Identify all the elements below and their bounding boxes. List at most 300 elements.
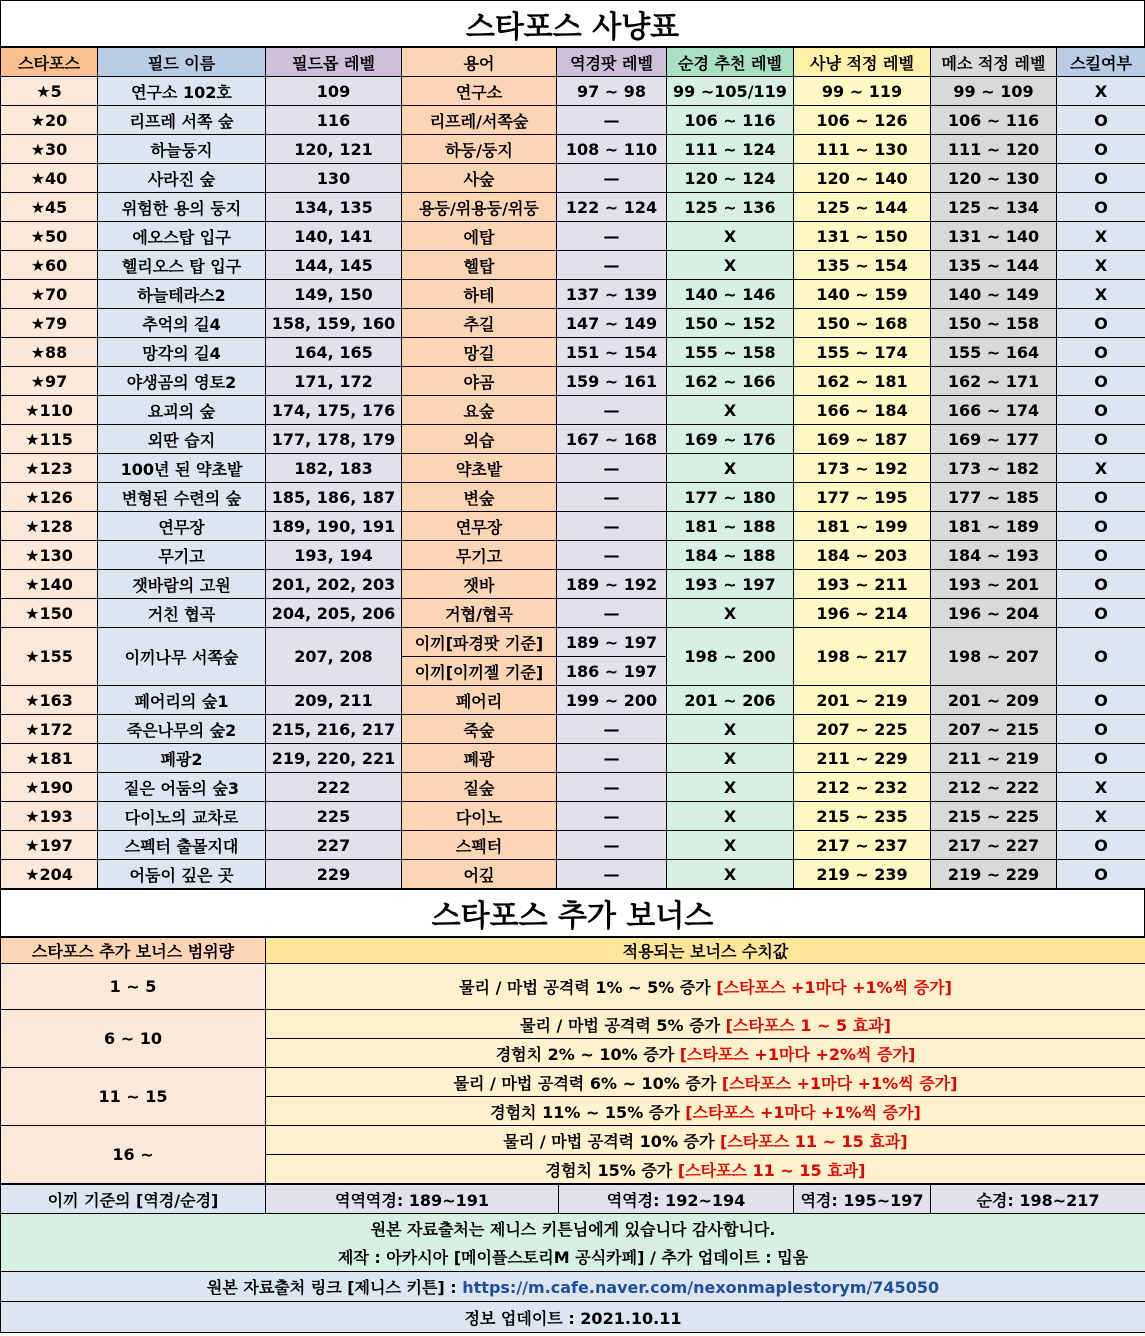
cell-hunt-level: 125 ~ 144 — [794, 193, 931, 222]
page-title: 스타포스 사냥표 — [0, 0, 1145, 47]
cell-skill: O — [1057, 164, 1145, 193]
cell-mob-level: 207, 208 — [266, 628, 402, 686]
moss-value-3: 역경: 195~197 — [794, 1185, 931, 1214]
cell-mob-level: 193, 194 — [266, 541, 402, 570]
bonus-text: 물리 / 마법 공격력 1% ~ 5% 증가 — [459, 978, 717, 997]
cell-field-name: 에오스탑 입구 — [98, 222, 266, 251]
cell-pure-level: 111 ~ 124 — [667, 135, 794, 164]
cell-term: 변숲 — [402, 483, 557, 512]
bonus-value — [266, 964, 1145, 1010]
cell-skill: O — [1057, 570, 1145, 599]
cell-mob-level: 149, 150 — [266, 280, 402, 309]
credit-line-2: 제작 : 아카시아 [메이플스토리M 공식카페] / 추가 업데이트 : 밉움 — [1, 1243, 1145, 1272]
cell-meso-level: 155 ~ 164 — [931, 338, 1057, 367]
table-row — [1, 280, 1145, 309]
cell-mob-level: 130 — [266, 164, 402, 193]
cell-meso-level: 140 ~ 149 — [931, 280, 1057, 309]
cell-field-name: 100년 된 약초밭 — [98, 454, 266, 483]
cell-starforce: ★197 — [1, 831, 98, 860]
cell-term: 연구소 — [402, 77, 557, 106]
bonus-text: 경험치 11% ~ 15% 증가 — [490, 1102, 686, 1122]
cell-starforce: ★204 — [1, 860, 98, 889]
cell-field-name: 이끼나무 서쪽숲 — [98, 628, 266, 686]
cell-mob-level: 174, 175, 176 — [266, 396, 402, 425]
cell-rev-level: — — [557, 831, 667, 860]
cell-mob-level: 189, 190, 191 — [266, 512, 402, 541]
cell-starforce: ★20 — [1, 106, 98, 135]
table-row — [1, 744, 1145, 773]
cell-hunt-level: 207 ~ 225 — [794, 715, 931, 744]
bonus-note: [스타포스 +1마다 +1%씩 증가] — [721, 1073, 958, 1093]
cell-hunt-level: 150 ~ 168 — [794, 309, 931, 338]
cell-mob-level: 215, 216, 217 — [266, 715, 402, 744]
cell-pure-level: 155 ~ 158 — [667, 338, 794, 367]
cell-meso-level: 125 ~ 134 — [931, 193, 1057, 222]
cell-meso-level: 193 ~ 201 — [931, 570, 1057, 599]
cell-hunt-level: 111 ~ 130 — [794, 135, 931, 164]
cell-hunt-level: 201 ~ 219 — [794, 686, 931, 715]
cell-pure-level: X — [667, 773, 794, 802]
cell-field-name: 짙은 어둠의 숲3 — [98, 773, 266, 802]
cell-meso-level: 219 ~ 229 — [931, 860, 1057, 889]
cell-mob-level: 171, 172 — [266, 367, 402, 396]
cell-rev-level: 97 ~ 98 — [557, 77, 667, 106]
cell-meso-level: 173 ~ 182 — [931, 454, 1057, 483]
cell-hunt-level: 198 ~ 217 — [794, 628, 931, 686]
cell-term: 연무장 — [402, 512, 557, 541]
cell-mob-level: 120, 121 — [266, 135, 402, 164]
cell-skill: O — [1057, 483, 1145, 512]
table-row — [1, 251, 1145, 280]
cell-field-name: 위험한 용의 둥지 — [98, 193, 266, 222]
bonus-note: [스타포스 +1마다 +1%씩 증가] — [716, 978, 952, 997]
cell-field-name: 스펙터 출몰지대 — [98, 831, 266, 860]
cell-starforce: ★172 — [1, 715, 98, 744]
bonus-text: 물리 / 마법 공격력 10% 증가 — [503, 1131, 721, 1151]
cell-skill: O — [1057, 309, 1145, 338]
cell-rev-level: — — [557, 222, 667, 251]
cell-skill: O — [1057, 860, 1145, 889]
cell-meso-level: 162 ~ 171 — [931, 367, 1057, 396]
cell-field-name: 리프레 서쪽 숲 — [98, 106, 266, 135]
cell-field-name: 사라진 숲 — [98, 164, 266, 193]
cell-pure-level: X — [667, 599, 794, 628]
cell-term: 용둥/위용둥/위둥 — [402, 193, 557, 222]
cell-hunt-level: 212 ~ 232 — [794, 773, 931, 802]
header-hunt-level: 사냥 적정 레벨 — [794, 48, 931, 77]
cell-skill: O — [1057, 541, 1145, 570]
cell-field-name: 연구소 102호 — [98, 77, 266, 106]
cell-skill: O — [1057, 686, 1145, 715]
cell-term: 이끼[파경팟 기준] — [402, 628, 557, 657]
cell-term: 추길 — [402, 309, 557, 338]
cell-field-name: 거친 협곡 — [98, 599, 266, 628]
cell-rev-level: 189 ~ 192 — [557, 570, 667, 599]
table-row — [1, 802, 1145, 831]
cell-hunt-level: 177 ~ 195 — [794, 483, 931, 512]
table-row — [1, 686, 1145, 715]
cell-mob-level: 158, 159, 160 — [266, 309, 402, 338]
bonus-row — [1, 1126, 1145, 1155]
cell-field-name: 헬리오스 탑 입구 — [98, 251, 266, 280]
table-row — [1, 106, 1145, 135]
cell-meso-level: 106 ~ 116 — [931, 106, 1057, 135]
cell-term: 다이노 — [402, 802, 557, 831]
cell-term: 폐광 — [402, 744, 557, 773]
cell-term: 에탑 — [402, 222, 557, 251]
cell-pure-level: 125 ~ 136 — [667, 193, 794, 222]
cell-field-name: 추억의 길4 — [98, 309, 266, 338]
bonus-note: [스타포스 11 ~ 15 효과] — [720, 1131, 908, 1151]
header-meso-level: 메소 적정 레벨 — [931, 48, 1057, 77]
cell-rev-level: 137 ~ 139 — [557, 280, 667, 309]
cell-starforce: ★30 — [1, 135, 98, 164]
moss-value-2: 역역경: 192~194 — [559, 1185, 794, 1214]
cell-mob-level: 229 — [266, 860, 402, 889]
cell-pure-level: 193 ~ 197 — [667, 570, 794, 599]
cell-hunt-level: 169 ~ 187 — [794, 425, 931, 454]
bonus-text: 물리 / 마법 공격력 6% ~ 10% 증가 — [453, 1073, 722, 1093]
table-row — [1, 541, 1145, 570]
header-mob-level: 필드몹 레벨 — [266, 48, 402, 77]
cell-rev-level: 147 ~ 149 — [557, 309, 667, 338]
cell-rev-level: — — [557, 396, 667, 425]
bonus-row — [1, 1010, 1145, 1039]
cell-pure-level: 201 ~ 206 — [667, 686, 794, 715]
cell-mob-level: 227 — [266, 831, 402, 860]
cell-pure-level: 140 ~ 146 — [667, 280, 794, 309]
cell-meso-level: 135 ~ 144 — [931, 251, 1057, 280]
bonus-range: 16 ~ — [1, 1126, 266, 1184]
cell-field-name: 다이노의 교차로 — [98, 802, 266, 831]
table-row — [1, 77, 1145, 106]
bonus-header-range: 스타포스 추가 보너스 범위량 — [1, 938, 266, 964]
cell-skill: O — [1057, 599, 1145, 628]
cell-starforce: ★79 — [1, 309, 98, 338]
cell-rev-level: 151 ~ 154 — [557, 338, 667, 367]
cell-term: 어깊 — [402, 860, 557, 889]
moss-value-1: 역역역경: 189~191 — [266, 1185, 559, 1214]
cell-skill: X — [1057, 251, 1145, 280]
cell-field-name: 페어리의 숲1 — [98, 686, 266, 715]
cell-mob-level: 182, 183 — [266, 454, 402, 483]
header-term: 용어 — [402, 48, 557, 77]
cell-term: 요숲 — [402, 396, 557, 425]
cell-field-name: 변형된 수련의 숲 — [98, 483, 266, 512]
cell-hunt-level: 155 ~ 174 — [794, 338, 931, 367]
cell-rev-level: — — [557, 744, 667, 773]
cell-starforce: ★150 — [1, 599, 98, 628]
cell-hunt-level: 120 ~ 140 — [794, 164, 931, 193]
table-row — [1, 860, 1145, 889]
cell-term: 이끼[이끼젤 기준] — [402, 657, 557, 686]
cell-meso-level: 150 ~ 158 — [931, 309, 1057, 338]
cell-pure-level: X — [667, 222, 794, 251]
cell-hunt-level: 219 ~ 239 — [794, 860, 931, 889]
cell-meso-level: 177 ~ 185 — [931, 483, 1057, 512]
header-rev-level: 역경팟 레벨 — [557, 48, 667, 77]
cell-mob-level: 209, 211 — [266, 686, 402, 715]
cell-pure-level: 99 ~105/119 — [667, 77, 794, 106]
cell-hunt-level: 196 ~ 214 — [794, 599, 931, 628]
cell-starforce: ★193 — [1, 802, 98, 831]
cell-field-name: 외딴 습지 — [98, 425, 266, 454]
cell-hunt-level: 162 ~ 181 — [794, 367, 931, 396]
cell-pure-level: X — [667, 802, 794, 831]
cell-starforce: ★130 — [1, 541, 98, 570]
cell-pure-level: X — [667, 860, 794, 889]
cell-skill: O — [1057, 193, 1145, 222]
cell-term: 거협/협곡 — [402, 599, 557, 628]
cell-rev-level: 189 ~ 197 — [557, 628, 667, 657]
bonus-text: 경험치 2% ~ 10% 증가 — [495, 1044, 680, 1064]
cell-term: 짙숲 — [402, 773, 557, 802]
cell-meso-level: 181 ~ 189 — [931, 512, 1057, 541]
cell-rev-level: 167 ~ 168 — [557, 425, 667, 454]
cell-meso-level: 217 ~ 227 — [931, 831, 1057, 860]
cell-starforce: ★126 — [1, 483, 98, 512]
bonus-note: [스타포스 +1마다 +1%씩 증가] — [685, 1102, 921, 1122]
cell-meso-level: 215 ~ 225 — [931, 802, 1057, 831]
cell-rev-level: — — [557, 512, 667, 541]
cell-pure-level: 106 ~ 116 — [667, 106, 794, 135]
cell-meso-level: 201 ~ 209 — [931, 686, 1057, 715]
header-field-name: 필드 이름 — [98, 48, 266, 77]
header-skill: 스킬여부 — [1057, 48, 1145, 77]
cell-pure-level: X — [667, 396, 794, 425]
bonus-value — [266, 1068, 1145, 1097]
cell-field-name: 야생곰의 영토2 — [98, 367, 266, 396]
moss-value-4: 순경: 198~217 — [931, 1185, 1145, 1214]
cell-rev-level: — — [557, 715, 667, 744]
cell-meso-level: 111 ~ 120 — [931, 135, 1057, 164]
cell-starforce: ★190 — [1, 773, 98, 802]
cell-meso-level: 211 ~ 219 — [931, 744, 1057, 773]
table-row — [1, 831, 1145, 860]
cell-pure-level: 181 ~ 188 — [667, 512, 794, 541]
cell-mob-level: 109 — [266, 77, 402, 106]
table-row — [1, 309, 1145, 338]
cell-skill: X — [1057, 77, 1145, 106]
bonus-value — [266, 1010, 1145, 1039]
cell-field-name: 죽은나무의 숲2 — [98, 715, 266, 744]
table-row — [1, 773, 1145, 802]
table-row — [1, 193, 1145, 222]
bonus-value — [266, 1126, 1145, 1155]
cell-field-name: 어둠이 깊은 곳 — [98, 860, 266, 889]
cell-term: 하테 — [402, 280, 557, 309]
cell-skill: O — [1057, 425, 1145, 454]
cell-skill: X — [1057, 280, 1145, 309]
cell-meso-level: 166 ~ 174 — [931, 396, 1057, 425]
cell-pure-level: X — [667, 744, 794, 773]
cell-hunt-level: 211 ~ 229 — [794, 744, 931, 773]
source-link-label: 원본 자료출처 링크 [제니스 키튼] : — [206, 1278, 463, 1297]
source-link[interactable]: https://m.cafe.naver.com/nexonmaplestorym/745050 — [462, 1278, 940, 1297]
table-row — [1, 135, 1145, 164]
cell-meso-level: 120 ~ 130 — [931, 164, 1057, 193]
cell-rev-level: 159 ~ 161 — [557, 367, 667, 396]
cell-hunt-level: 184 ~ 203 — [794, 541, 931, 570]
cell-mob-level: 201, 202, 203 — [266, 570, 402, 599]
bonus-note: [스타포스 +1마다 +2%씩 증가] — [679, 1044, 916, 1064]
bonus-range: 6 ~ 10 — [1, 1010, 266, 1068]
cell-starforce: ★60 — [1, 251, 98, 280]
cell-term: 리프레/서쪽숲 — [402, 106, 557, 135]
cell-rev-level: — — [557, 860, 667, 889]
cell-starforce: ★163 — [1, 686, 98, 715]
cell-pure-level: X — [667, 831, 794, 860]
cell-skill: X — [1057, 773, 1145, 802]
cell-pure-level: X — [667, 454, 794, 483]
cell-rev-level: 122 ~ 124 — [557, 193, 667, 222]
table-row — [1, 570, 1145, 599]
cell-starforce: ★155 — [1, 628, 98, 686]
cell-field-name: 하늘둥지 — [98, 135, 266, 164]
bonus-text: 경험치 15% 증가 — [545, 1160, 678, 1180]
cell-skill: O — [1057, 106, 1145, 135]
cell-field-name: 요괴의 숲 — [98, 396, 266, 425]
header-starforce: 스타포스 — [1, 48, 98, 77]
cell-starforce: ★5 — [1, 77, 98, 106]
bonus-value — [266, 1097, 1145, 1126]
cell-pure-level: 177 ~ 180 — [667, 483, 794, 512]
cell-skill: X — [1057, 454, 1145, 483]
bonus-row — [1, 1068, 1145, 1097]
cell-mob-level: 219, 220, 221 — [266, 744, 402, 773]
table-row — [1, 338, 1145, 367]
cell-rev-level: 186 ~ 197 — [557, 657, 667, 686]
cell-rev-level: — — [557, 106, 667, 135]
cell-starforce: ★88 — [1, 338, 98, 367]
table-row — [1, 454, 1145, 483]
bonus-range: 11 ~ 15 — [1, 1068, 266, 1126]
cell-hunt-level: 99 ~ 119 — [794, 77, 931, 106]
cell-rev-level: — — [557, 483, 667, 512]
cell-skill: O — [1057, 338, 1145, 367]
cell-field-name: 하늘테라스2 — [98, 280, 266, 309]
cell-rev-level: 199 ~ 200 — [557, 686, 667, 715]
cell-skill: O — [1057, 135, 1145, 164]
footer-table — [0, 1184, 1145, 1333]
cell-pure-level: 184 ~ 188 — [667, 541, 794, 570]
cell-starforce: ★181 — [1, 744, 98, 773]
cell-term: 스펙터 — [402, 831, 557, 860]
cell-starforce: ★50 — [1, 222, 98, 251]
cell-term: 헬탑 — [402, 251, 557, 280]
cell-starforce: ★97 — [1, 367, 98, 396]
cell-pure-level: 198 ~ 200 — [667, 628, 794, 686]
cell-skill: X — [1057, 802, 1145, 831]
table-row — [1, 164, 1145, 193]
cell-skill: O — [1057, 628, 1145, 686]
cell-hunt-level: 215 ~ 235 — [794, 802, 931, 831]
table-row — [1, 483, 1145, 512]
cell-starforce: ★123 — [1, 454, 98, 483]
cell-mob-level: 225 — [266, 802, 402, 831]
cell-skill: O — [1057, 831, 1145, 860]
cell-meso-level: 207 ~ 215 — [931, 715, 1057, 744]
cell-rev-level: — — [557, 599, 667, 628]
bonus-note: [스타포스 11 ~ 15 효과] — [677, 1160, 866, 1180]
cell-starforce: ★40 — [1, 164, 98, 193]
cell-rev-level: — — [557, 773, 667, 802]
update-date: 정보 업데이트 : 2021.10.11 — [1, 1302, 1145, 1333]
cell-skill: O — [1057, 744, 1145, 773]
cell-hunt-level: 166 ~ 184 — [794, 396, 931, 425]
cell-mob-level: 164, 165 — [266, 338, 402, 367]
table-row — [1, 715, 1145, 744]
cell-pure-level: 169 ~ 176 — [667, 425, 794, 454]
cell-skill: X — [1057, 222, 1145, 251]
cell-starforce: ★70 — [1, 280, 98, 309]
cell-skill: O — [1057, 715, 1145, 744]
cell-hunt-level: 193 ~ 211 — [794, 570, 931, 599]
cell-rev-level: — — [557, 454, 667, 483]
table-row — [1, 512, 1145, 541]
cell-field-name: 망각의 길4 — [98, 338, 266, 367]
cell-starforce: ★45 — [1, 193, 98, 222]
moss-label: 이끼 기준의 [역경/순경] — [1, 1185, 266, 1214]
source-link-row — [1, 1272, 1145, 1302]
header-pure-level: 순경 추천 레벨 — [667, 48, 794, 77]
cell-pure-level: 150 ~ 152 — [667, 309, 794, 338]
cell-term: 잿바 — [402, 570, 557, 599]
cell-field-name: 잿바람의 고원 — [98, 570, 266, 599]
cell-starforce: ★115 — [1, 425, 98, 454]
cell-meso-level: 131 ~ 140 — [931, 222, 1057, 251]
bonus-value — [266, 1039, 1145, 1068]
cell-hunt-level: 106 ~ 126 — [794, 106, 931, 135]
cell-rev-level: — — [557, 802, 667, 831]
hunting-table — [0, 47, 1145, 889]
cell-term: 망길 — [402, 338, 557, 367]
cell-pure-level: 120 ~ 124 — [667, 164, 794, 193]
bonus-row — [1, 964, 1145, 1010]
cell-meso-level: 198 ~ 207 — [931, 628, 1057, 686]
bonus-note: [스타포스 1 ~ 5 효과] — [725, 1015, 891, 1035]
credit-line-1: 원본 자료출처는 제니스 키튼님에게 있습니다 감사합니다. — [1, 1214, 1145, 1243]
cell-term: 사숲 — [402, 164, 557, 193]
table-row — [1, 628, 1145, 657]
cell-mob-level: 204, 205, 206 — [266, 599, 402, 628]
cell-pure-level: X — [667, 251, 794, 280]
cell-mob-level: 185, 186, 187 — [266, 483, 402, 512]
cell-meso-level: 184 ~ 193 — [931, 541, 1057, 570]
cell-starforce: ★128 — [1, 512, 98, 541]
table-row — [1, 396, 1145, 425]
cell-hunt-level: 181 ~ 199 — [794, 512, 931, 541]
cell-mob-level: 144, 145 — [266, 251, 402, 280]
cell-mob-level: 140, 141 — [266, 222, 402, 251]
cell-term: 무기고 — [402, 541, 557, 570]
bonus-table — [0, 937, 1145, 1184]
cell-skill: O — [1057, 512, 1145, 541]
cell-hunt-level: 140 ~ 159 — [794, 280, 931, 309]
cell-skill: O — [1057, 396, 1145, 425]
cell-field-name: 연무장 — [98, 512, 266, 541]
table-row — [1, 425, 1145, 454]
bonus-text: 물리 / 마법 공격력 5% 증가 — [520, 1015, 726, 1035]
cell-rev-level: — — [557, 164, 667, 193]
cell-rev-level: 108 ~ 110 — [557, 135, 667, 164]
cell-hunt-level: 131 ~ 150 — [794, 222, 931, 251]
cell-starforce: ★110 — [1, 396, 98, 425]
cell-term: 약초밭 — [402, 454, 557, 483]
cell-rev-level: — — [557, 251, 667, 280]
cell-mob-level: 116 — [266, 106, 402, 135]
cell-field-name: 폐광2 — [98, 744, 266, 773]
